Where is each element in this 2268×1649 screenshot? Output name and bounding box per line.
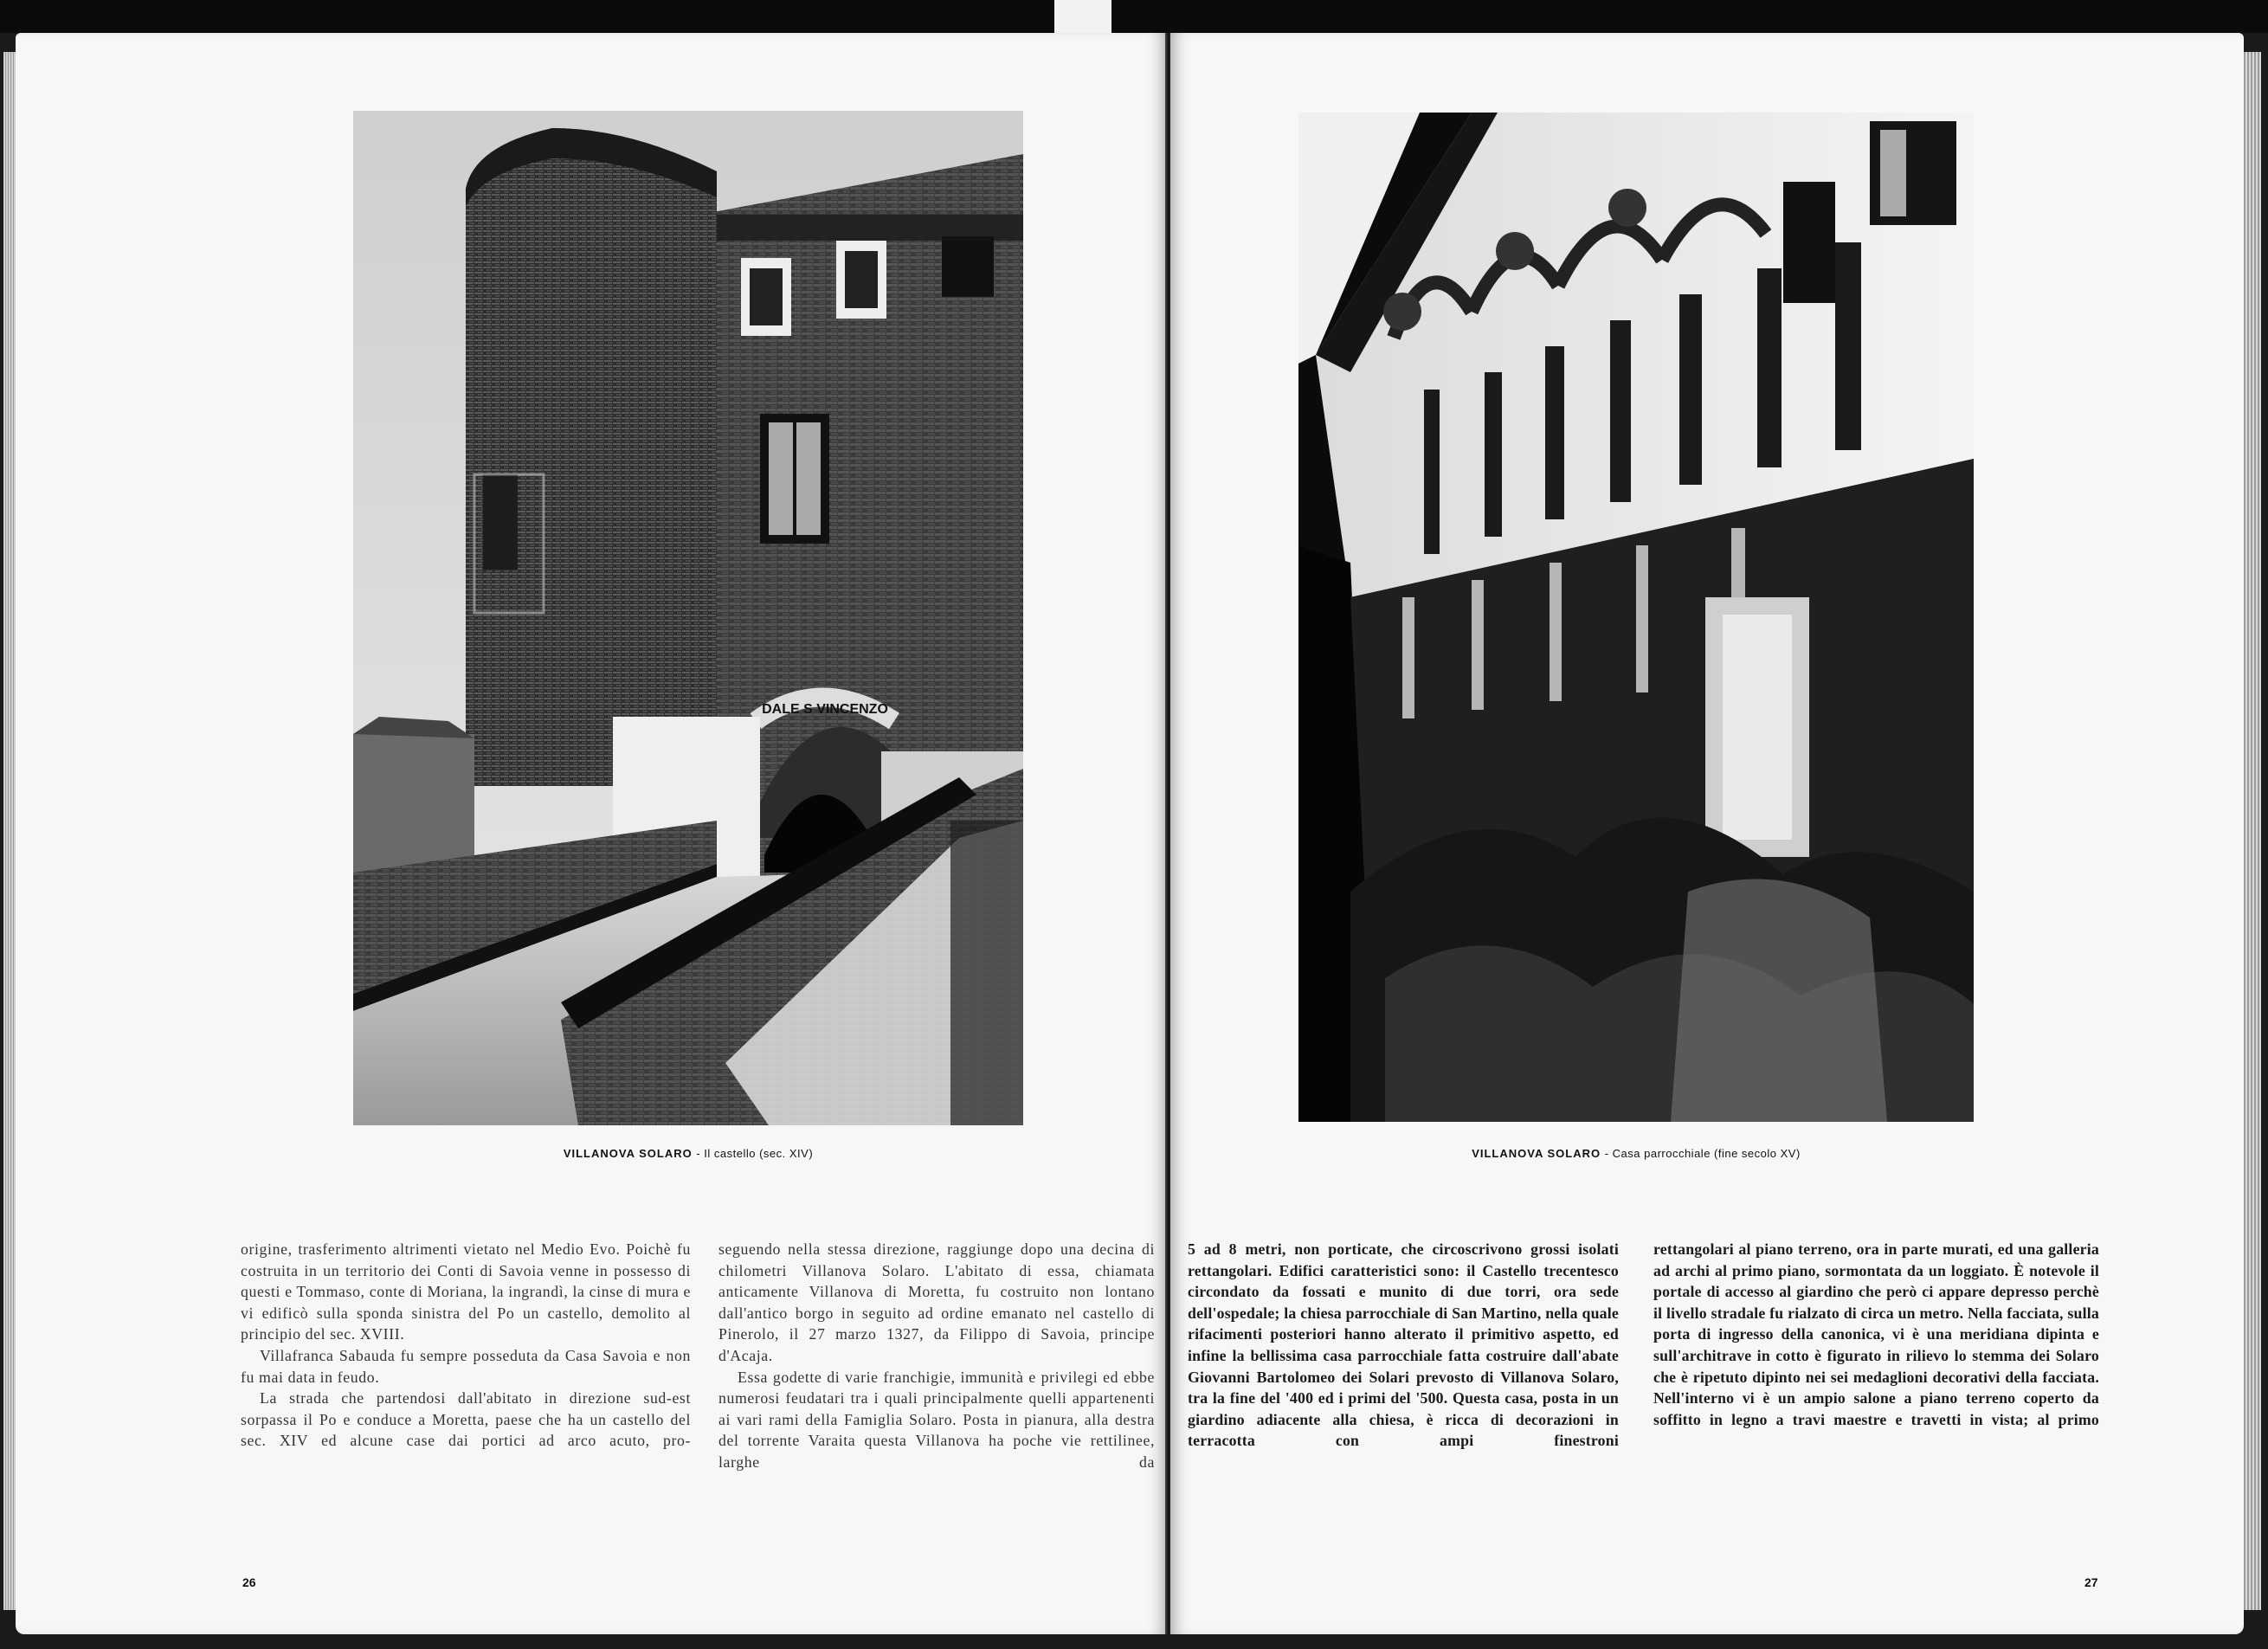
paragraph: 5 ad 8 metri, non porticate, che circoscrivono grossi isolati rettangolari. Edifici caratteristici sono: il Castello trecentesco circondato da fossati e munito di due torri, ora sede dell'ospedale; la chiesa parrocchiale di San Martino, nella quale rifacimenti posteriori hanno alterato il primitivo aspetto, ed infine la bellissima casa parrocchiale fatta costruire dall'abate Giovanni Bartolomeo dei Solari prevosto di Villanova Solaro, tra la fine del '400 ed i primi del '500. Questa casa, posta in un giardino adiacente alla chiesa, è ricca di decorazioni in terracotta con ampi finestroni: [1188, 1240, 1619, 1450]
right-column-1: [1188, 1239, 1619, 1452]
paragraph: Essa godette di varie franchigie, immunità e privilegi ed ebbe numerosi feudatari tra i quali principalmente quelli appartenenti ai vari rami della Famiglia Solaro. Posta in pianura, alla destra del torrente Varaita questa Villanova ha poche vie rettilinee, larghe da: [718, 1368, 1155, 1471]
castle-caption: [353, 1147, 1023, 1160]
paragraph: origine, trasferimento altrimenti vietato nel Medio Evo. Poichè fu costruita in un territorio dei Conti di Savoia venne in possesso di questi e Tommaso, conte di Moriana, la ingrandì, la cinse di mura e vi edificò sulla sponda sinistra del Po un castello, demolito al principio del sec. XVIII.: [241, 1240, 691, 1343]
page-number-left: 26: [242, 1575, 256, 1589]
book-edge-right: [2244, 52, 2261, 1610]
rectory-photo-image: [1298, 113, 1974, 1122]
castle-caption-sub: - Il castello (sec. XIV): [696, 1147, 814, 1160]
scan-top-gap: [1054, 0, 1111, 33]
book-edge-left: [3, 52, 16, 1610]
paragraph: La strada che partendosi dall'abitato in direzione sud-est sorpassa il Po e conduce a Moretta, paese che ha un castello del sec. XIV ed alcune case dai portici ad arco acuto, pro-: [241, 1389, 691, 1450]
paragraph: rettangolari al piano terreno, ora in parte murati, ed una galleria ad archi al primo piano, sormontata da un loggiato. È notevole il portale di accesso al giardino che però ci appare depresso perchè il livello stradale fu rialzato di circa un metro. Nella facciata, sulla porta di ingresso della canonica, vi è una meridiana dipinta e sull'architrave in cotto è figurato in rilievo lo stemma dei Solaro che è ripetuto dipinto nei sei medaglioni decorativi della facciata. Nell'interno vi è un ampio salone a piano terreno coperto da soffitto in legno a travi maestre e travetti in vista; al primo: [1653, 1240, 2099, 1428]
rectory-caption-title: VILLANOVA SOLARO: [1472, 1147, 1601, 1160]
left-column-1: [241, 1239, 691, 1452]
left-column-2: [718, 1239, 1155, 1473]
rectory-caption: [1298, 1147, 1974, 1160]
right-column-2: [1653, 1239, 2099, 1430]
paragraph: seguendo nella stessa direzione, raggiunge dopo una decina di chilometri Villanova Solaro. L'abitato di essa, chiamata anticamente Villanova di Moretta, fu costruito non lontano dall'antico borgo in seguito ad ordine emanato nel castello di Pinerolo, il 27 marzo 1327, da Filippo di Savoia, principe d'Acaja.: [718, 1240, 1155, 1364]
scan-top-border: [0, 0, 2268, 33]
castle-photo-image: [353, 111, 1023, 1125]
right-page: [1170, 33, 2244, 1634]
photo-inscription: DALE S VINCENZO: [762, 702, 888, 717]
rectory-caption-sub: - Casa parrocchiale (fine secolo XV): [1604, 1147, 1801, 1160]
castle-caption-title: VILLANOVA SOLARO: [563, 1147, 693, 1160]
castle-photo: [353, 111, 1023, 1125]
rectory-photo: [1298, 113, 1974, 1122]
left-page: [16, 33, 1167, 1634]
page-number-right: 27: [2084, 1575, 2098, 1589]
paragraph: Villafranca Sabauda fu sempre posseduta da Casa Savoia e non fu mai data in feudo.: [241, 1346, 691, 1386]
